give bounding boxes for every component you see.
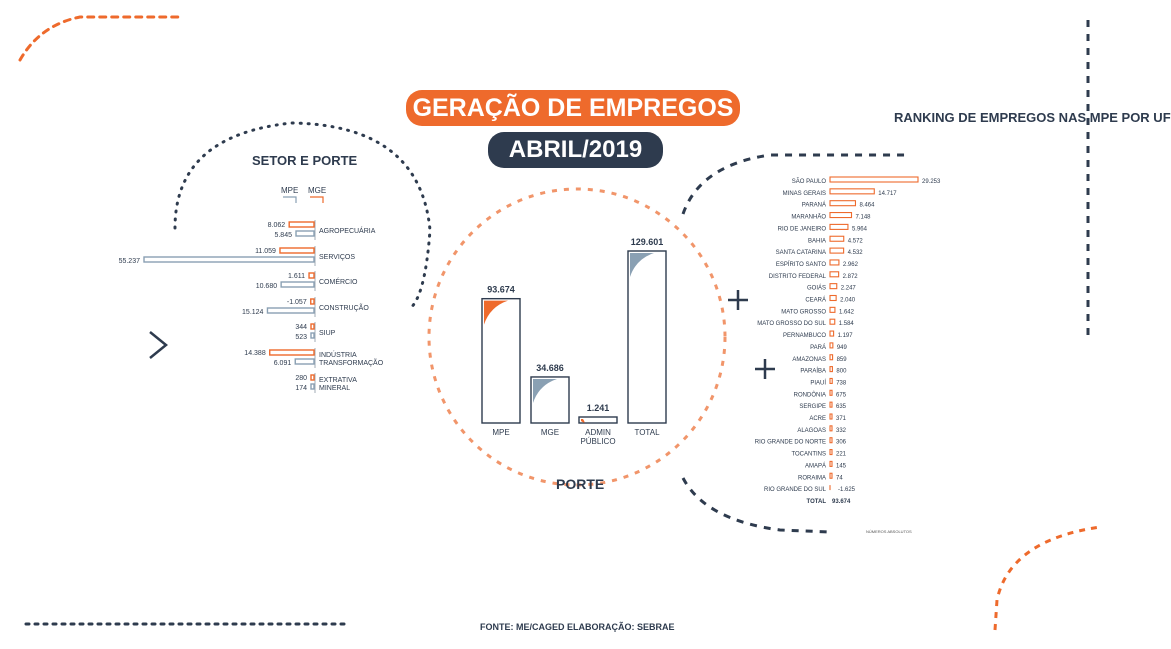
page-subtitle: ABRIL/2019 xyxy=(488,132,663,168)
ranking-value-label: 1.642 xyxy=(838,309,854,316)
porte-category-label: MGE xyxy=(540,428,560,437)
ranking-state-label: MATO GROSSO DO SUL xyxy=(757,321,826,328)
ranking-state-label: RONDÔNIA xyxy=(793,392,826,399)
ranking-bar xyxy=(830,213,852,218)
ranking-total-label: TOTAL xyxy=(806,498,826,505)
ranking-state-label: BAHIA xyxy=(807,238,826,245)
sector-value-mge: 174 xyxy=(295,385,307,392)
ranking-state-label: CEARÁ xyxy=(805,297,826,304)
ranking-state-label: RORAIMA xyxy=(797,475,826,482)
ranking-state-label: SANTA CATARINA xyxy=(775,250,826,257)
ranking-bar xyxy=(830,414,832,419)
sector-category-label: INDÚSTRIA xyxy=(319,352,357,359)
ranking-value-label: 145 xyxy=(836,463,847,470)
ranking-value-label: 306 xyxy=(836,439,847,446)
ranking-bar xyxy=(830,390,832,395)
ranking-state-label: GOIÁS xyxy=(806,285,826,292)
ranking-value-label: 332 xyxy=(836,427,847,434)
sector-value-mpe: 14.388 xyxy=(244,350,266,357)
ranking-value-label: 859 xyxy=(836,356,847,363)
ranking-bar xyxy=(830,473,832,478)
porte-category-label: PÚBLICO xyxy=(580,437,616,446)
ranking-bar xyxy=(830,272,839,277)
porte-category-label: MPE xyxy=(492,428,510,437)
ranking-state-label: ESPÍRITO SANTO xyxy=(775,261,826,268)
ranking-value-label: 4.572 xyxy=(847,238,863,245)
ranking-value-label: 74 xyxy=(836,475,843,482)
ranking-value-label: 738 xyxy=(836,380,847,387)
page-title: GERAÇÃO DE EMPREGOS xyxy=(406,90,740,126)
ranking-value-label: 949 xyxy=(836,344,847,351)
sector-value-mge: 55.237 xyxy=(118,258,140,265)
ranking-value-label: 2.962 xyxy=(842,261,858,268)
ranking-state-label: PERNAMBUCO xyxy=(782,333,826,340)
ranking-bar xyxy=(830,248,844,253)
ranking-value-label: 1.584 xyxy=(838,321,854,328)
ranking-bar xyxy=(830,201,855,206)
sector-category-label: CONSTRUÇÃO xyxy=(319,305,369,312)
ranking-value-label: 2.872 xyxy=(842,273,858,280)
ranking-bar xyxy=(830,355,833,360)
sector-value-mpe: 280 xyxy=(295,375,307,382)
source-footer: FONTE: ME/CAGED ELABORAÇÃO: SEBRAE xyxy=(480,622,675,632)
ranking-state-label: PARANÁ xyxy=(801,202,826,209)
ranking-bar xyxy=(830,319,835,324)
porte-value-label: 93.674 xyxy=(487,284,515,295)
ranking-value-label: 8.464 xyxy=(859,202,875,209)
ranking-value-label: -1.625 xyxy=(838,487,856,494)
sector-category-label: SIUP xyxy=(319,330,336,337)
ranking-value-label: 675 xyxy=(836,392,847,399)
ranking-state-label: PARAÍBA xyxy=(800,368,826,375)
ranking-bar xyxy=(830,284,837,289)
ranking-value-label: 2.247 xyxy=(840,285,856,292)
sector-value-mge: 5.845 xyxy=(274,232,293,239)
porte-value-label: 129.601 xyxy=(630,237,664,247)
ranking-bar xyxy=(830,461,832,466)
sector-category-label: EXTRATIVA xyxy=(319,377,357,384)
porte-chart-title: PORTE xyxy=(556,476,605,492)
ranking-bar xyxy=(830,189,874,194)
sector-value-mpe: 1.611 xyxy=(288,273,306,280)
porte-value-label: 34.686 xyxy=(536,362,564,373)
ranking-state-label: DISTRITO FEDERAL xyxy=(768,273,826,280)
sector-value-mpe: 11.059 xyxy=(255,248,276,255)
ranking-value-label: 635 xyxy=(836,404,847,411)
ranking-bar xyxy=(830,426,832,431)
ranking-bar xyxy=(830,450,832,455)
ranking-value-label: 14.717 xyxy=(878,190,897,197)
ranking-total-value: 93.674 xyxy=(832,498,851,505)
sector-category-label: SERVIÇOS xyxy=(319,254,356,261)
ranking-bar xyxy=(830,402,832,407)
ranking-state-label: ACRE xyxy=(809,416,826,422)
sector-value-mge: 523 xyxy=(295,334,307,341)
ranking-bar xyxy=(830,177,918,182)
sector-category-label: MINERAL xyxy=(319,385,351,392)
sector-value-mge: 10.680 xyxy=(255,283,278,290)
ranking-state-label: SERGIPE xyxy=(799,404,826,411)
ranking-bar xyxy=(830,331,834,336)
ranking-value-label: 7.148 xyxy=(855,214,871,221)
ranking-state-label: RIO GRANDE DO NORTE xyxy=(754,439,826,446)
ranking-state-label: MARANHÃO xyxy=(791,214,826,221)
ranking-chart-title: RANKING DE EMPREGOS NAS MPE POR UF xyxy=(894,110,1171,125)
legend-mge-label: MGE xyxy=(308,186,327,195)
ranking-state-label: AMAZONAS xyxy=(792,356,826,363)
sector-category-label: TRANSFORMAÇÃO xyxy=(319,360,384,367)
ranking-bar xyxy=(830,236,844,241)
ranking-state-label: SÃO PAULO xyxy=(791,179,826,185)
ranking-bar xyxy=(830,343,833,348)
ranking-value-label: 5.964 xyxy=(851,226,867,233)
sector-value-mpe: -1.057 xyxy=(286,299,307,306)
porte-value-label: 1.241 xyxy=(586,403,610,413)
legend-mpe-label: MPE xyxy=(281,186,299,195)
ranking-value-label: 4.532 xyxy=(847,250,863,257)
ranking-bar xyxy=(830,367,832,372)
ranking-bar xyxy=(830,307,835,312)
sector-value-mpe: 344 xyxy=(295,324,307,331)
ranking-value-label: 800 xyxy=(836,368,847,375)
sector-category-label: COMÉRCIO xyxy=(319,279,358,286)
sector-category-label: AGROPECUÁRIA xyxy=(319,228,376,235)
ranking-state-label: TOCANTINS xyxy=(791,451,826,458)
ranking-value-label: 221 xyxy=(836,451,847,458)
ranking-bar xyxy=(830,224,848,229)
ranking-bar xyxy=(830,260,839,265)
ranking-value-label: 1.197 xyxy=(837,333,853,340)
ranking-state-label: AMAPÁ xyxy=(804,463,826,470)
ranking-state-label: MINAS GERAIS xyxy=(782,190,826,197)
ranking-state-label: MATO GROSSO xyxy=(781,309,826,316)
ranking-value-label: 29.253 xyxy=(922,179,941,185)
ranking-bar xyxy=(830,378,832,383)
ranking-state-label: PARÁ xyxy=(810,344,826,351)
setor-chart-title: SETOR E PORTE xyxy=(252,153,358,168)
ranking-value-label: 371 xyxy=(836,416,847,422)
ranking-bar xyxy=(830,438,832,443)
porte-category-label: TOTAL xyxy=(634,428,660,437)
ranking-state-label: RIO GRANDE DO SUL xyxy=(763,487,826,494)
ranking-state-label: RIO DE JANEIRO xyxy=(777,226,826,233)
ranking-bar xyxy=(830,296,836,301)
sector-value-mge: 15.124 xyxy=(242,309,264,316)
porte-category-label: ADMIN xyxy=(585,428,611,437)
ranking-state-label: PIAUÍ xyxy=(810,380,826,387)
sector-value-mge: 6.091 xyxy=(273,360,292,367)
ranking-value-label: 2.040 xyxy=(840,297,856,304)
sector-value-mpe: 8.062 xyxy=(267,222,286,229)
ranking-state-label: ALAGOAS xyxy=(797,427,826,434)
ranking-note: NÚMEROS ABSOLUTOS xyxy=(866,529,912,534)
